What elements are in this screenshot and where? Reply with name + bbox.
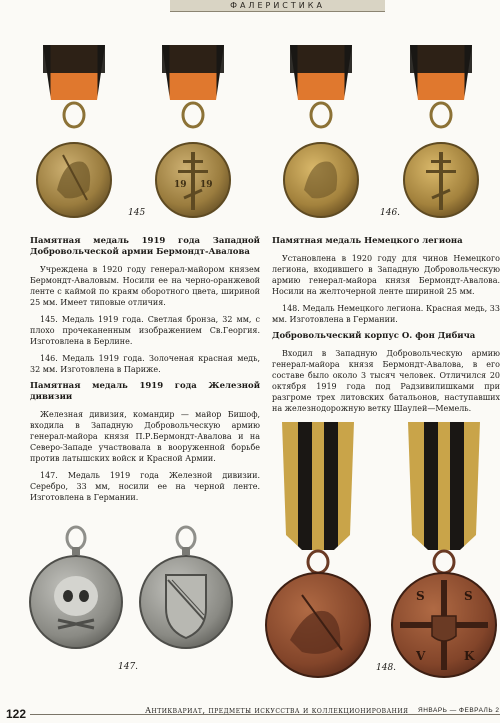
medal-146-obverse (282, 40, 372, 240)
ring-letter-k: K (464, 649, 475, 663)
section-header (170, 0, 385, 12)
paragraph-medal-147: 147. Медаль 1919 года Железной дивизии. Серебро, 33 мм, носили ее на черной ленте. Изготовлена в Германии. (30, 471, 260, 502)
ring-letter-s-left: S (416, 589, 425, 603)
medal-147-obverse (28, 520, 128, 670)
paragraph-medal-148: 148. Медаль Немецкого легиона. Красная медь, 33 мм. Изготовлена в Германии. (272, 304, 500, 324)
right-article (272, 236, 500, 420)
paragraph-medal-146: 146. Медаль 1919 года. Золоченая красная медь, 32 мм. Изготовлена в Париже. (30, 354, 260, 374)
medal-145-obverse (35, 40, 125, 240)
paragraph-dibich-corps: Входил в Западную Добровольческую армию генерал-майора князя Бермондт-Авалова, в его составе было около 3 тысяч человек. Отличился 20 октября 1919 года под Радзивилишками при разгроме трех литовских батальонов, наступавших на железнодорожную ветку Шаулей—Мемель. (272, 349, 500, 413)
paragraph-medal-145: 145. Медаль 1919 года. Светлая бронза, 32 мм, с плохо прочеканенным изображением Св.Георгия. Изготовлена в Берлине. (30, 315, 260, 346)
year-right-label: 19 (200, 180, 213, 190)
year-left-label: 19 (174, 180, 187, 190)
issue-date: ЯНВАРЬ — ФЕВРАЛЬ 2 (418, 707, 500, 714)
heading-dibich-corps: Добровольческий корпус О. фон Дибича (272, 331, 476, 341)
left-article (30, 236, 260, 509)
figure-148-label: 148. (376, 663, 397, 673)
figure-146-label: 146. (380, 208, 401, 218)
paragraph-iron-division: Железная дивизия, командир — майор Бишоф, входила в Западную Добровольческую армию генерал-майора князя П.Р.Бермондт-Авалова и на Северо-Западе участвовала в вооруженной борьбе против латышских войск и Красной Армии. (30, 410, 260, 463)
figure-147-label: 147. (118, 662, 139, 672)
heading-iron-division: Памятная медаль 1919 года Железной дивизии (30, 381, 260, 402)
page-number: 122 (6, 707, 27, 721)
section-title: ФАЛЕРИСТИКА (230, 1, 325, 10)
journal-title: Антиквариат, предметы искусства и коллекционирования (145, 706, 409, 715)
figure-145-label: 145 (128, 208, 146, 218)
medal-145-reverse (148, 40, 238, 240)
ring-letter-s-right: S (464, 589, 473, 603)
paragraph-established: Учреждена в 1920 году генерал-майором князем Бермондт-Аваловым. Носили ее на черно-оранжевой ленте с каймой по краям оборотного цвета, шириной 25 мм. Имеет типовые отличия. (30, 265, 260, 307)
paragraph-legion-established: Установлена в 1920 году для чинов Немецкого легиона, входившего в Западную Добровольческую армию генерал-майора князя Бермондт-Авалова. Носили на желточерной ленте шириной 25 мм. (272, 254, 500, 296)
heading-bermondt-medal: Памятная медаль 1919 года Западной Добровольческой армии Бермондт-Авалова (30, 236, 260, 257)
ring-letter-v: V (416, 649, 426, 663)
medal-148-obverse (268, 420, 378, 705)
medal-146-reverse (396, 40, 486, 240)
medal-147-reverse (138, 520, 238, 670)
heading-german-legion: Памятная медаль Немецкого легиона (272, 236, 463, 246)
medal-148-reverse (388, 420, 498, 705)
